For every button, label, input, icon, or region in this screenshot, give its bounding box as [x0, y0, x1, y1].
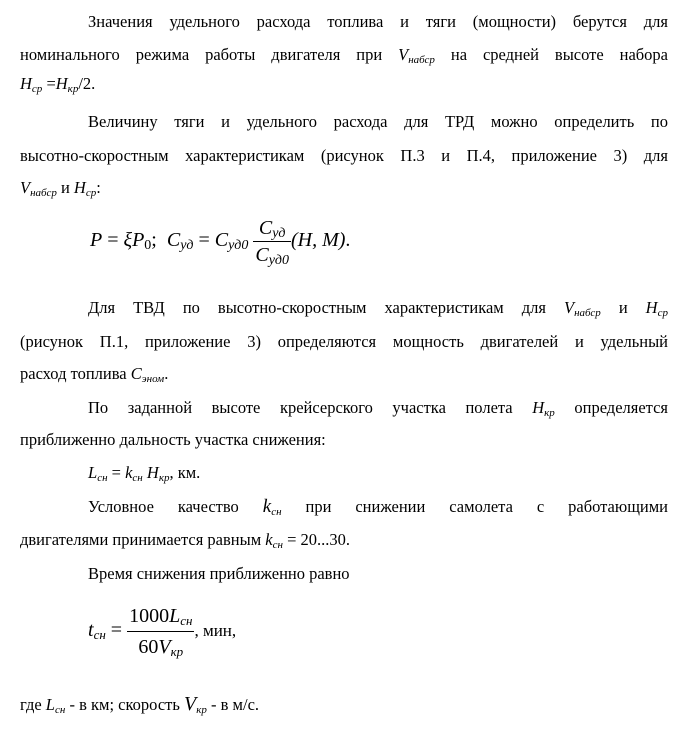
formula3-fraction — [127, 601, 194, 662]
p1-line3: $H_{ср} =H_{кр}/2$. — [20, 74, 96, 95]
p2-line3: $V_{набср}$ и $H_{ср}$: — [20, 178, 101, 199]
p1-line1: Значения удельного расхода топлива и тяги (мощности) берутся для — [88, 12, 668, 31]
formula1-fraction — [253, 215, 291, 268]
p5-line2: двигателями принимается равным $k_{сн} = 20...30$. — [20, 530, 351, 551]
p2-line2: высотно-скоростным характеристикам (рисунок П.3 и П.4, приложение 3) для — [20, 146, 668, 165]
formula1-denominator: $C_{уд0}$ — [255, 243, 289, 268]
p7-line1: где $L_{сн}$ - в км; скорость $V_{кр}$ - в м/с. — [20, 693, 260, 716]
formula3-numerator: $1000L_{сн}$ — [127, 601, 194, 632]
p5-line1: Условное качество $k_{сн}$ при снижении самолета с работающими — [88, 496, 669, 518]
p6-line1: Время снижения приближенно равно — [88, 564, 350, 583]
formula3-denominator: $60V_{кр}$ — [138, 635, 184, 659]
p4-line2: приближенно дальность участка снижения: — [20, 430, 326, 449]
formula-descent-time: $t_{сн}$ = $\frac{1000L_{сн}}{60V_{кр}}$ , мин, — [88, 592, 236, 668]
p3-line3: расход топлива $C_{эном}$. — [20, 364, 169, 385]
p4-line1: По заданной высоте крейсерского участка полета $H_{кр}$ определяется — [88, 398, 668, 419]
p3-line1: Для ТВД по высотно-скоростным характеристикам для $V_{набср}$ и $H_{ср}$ — [88, 298, 668, 319]
p3-line2: (рисунок П.1, приложение 3) определяются мощность двигателей и удельный — [20, 332, 668, 351]
p1-line2: номинального режима работы двигателя при $V_{набср}$ на средней высоте набора — [20, 45, 668, 66]
p2-line1: Величину тяги и удельного расхода для ТРД можно определить по — [88, 112, 668, 131]
formula-thrust-specific-consumption: $P = \xi P_0$; $C_{уд} = C_{уд0}$ $\frac{C_{уд}}{C_{уд0}}$ (H, M). — [90, 216, 351, 268]
formula1-numerator: $C_{уд}$ — [253, 215, 291, 242]
formula-descent-range: $L_{сн} = k_{сн}$ $H_{кр}$, км. — [88, 463, 201, 484]
